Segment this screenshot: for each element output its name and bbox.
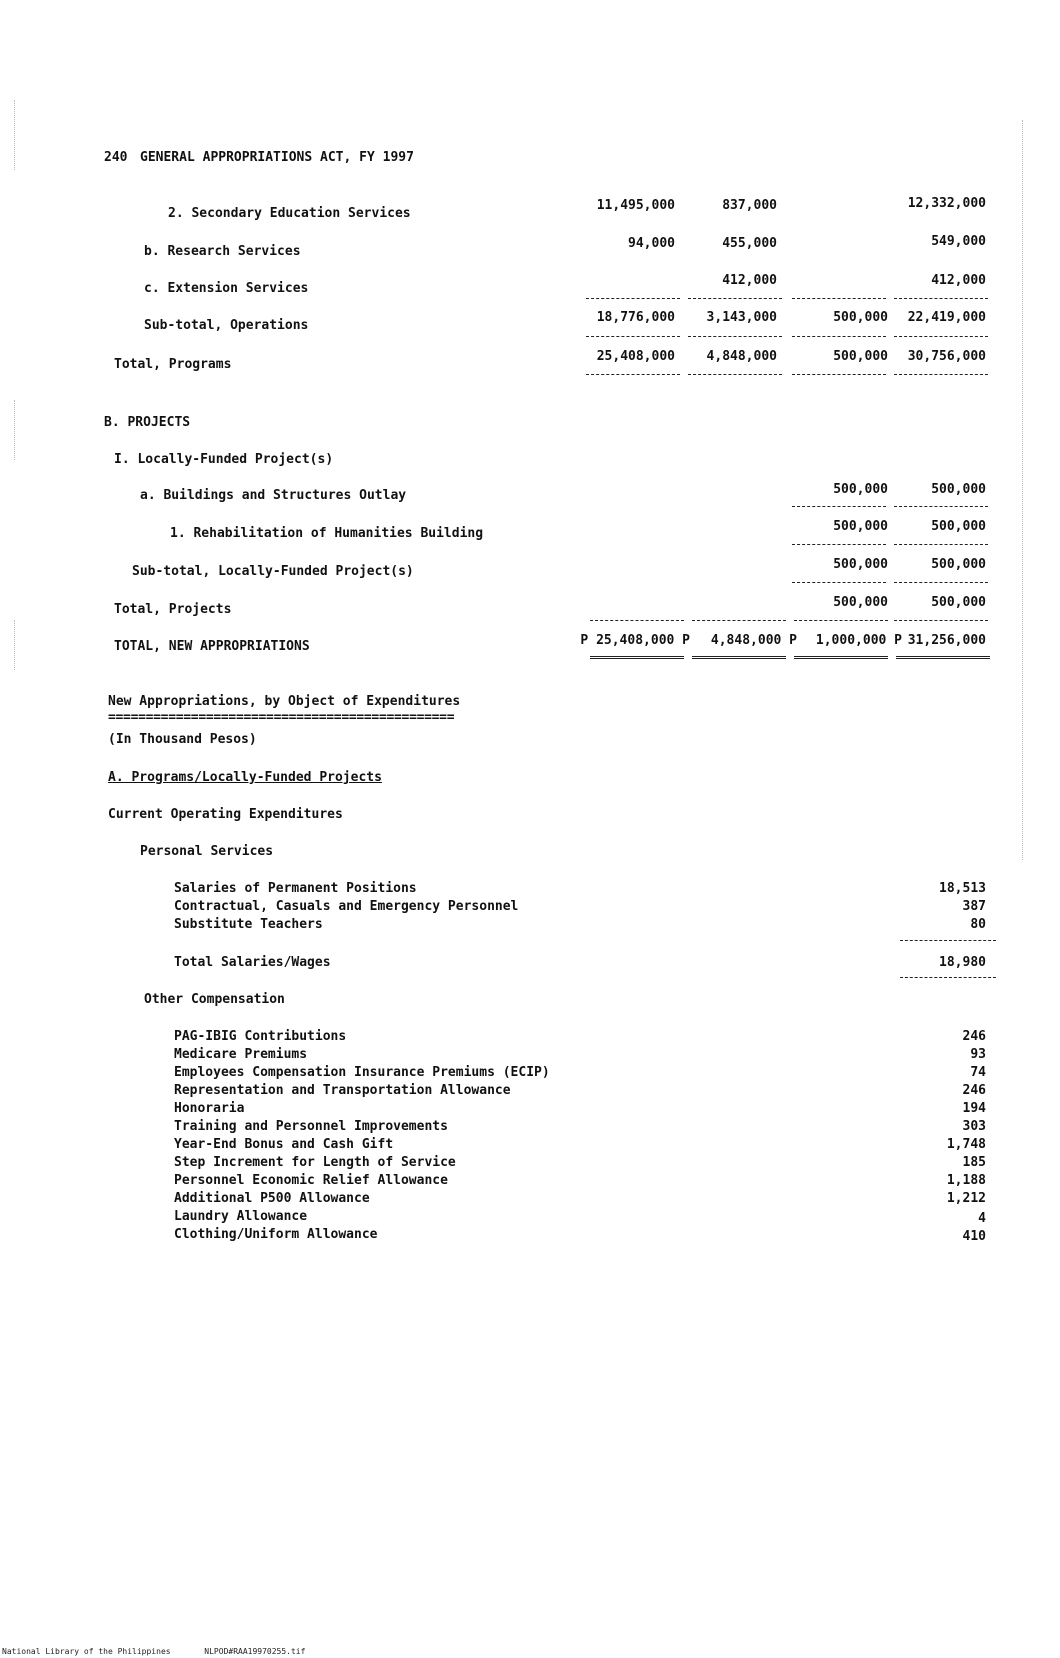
scan-margin-noise [1022, 120, 1023, 860]
amount: 30,756,000 [907, 349, 986, 364]
expense-label: Medicare Premiums [174, 1047, 308, 1062]
amount: 500,000 [833, 349, 888, 364]
footer-file: NLPOD#RAA19970255.tif [204, 1647, 306, 1656]
double-rule [590, 656, 684, 659]
expense-value: 246 [962, 1083, 986, 1098]
amount: 500,000 [931, 519, 986, 534]
dashed-rule [688, 336, 782, 337]
dashed-rule [792, 506, 886, 507]
expense-label: Contractual, Casuals and Emergency Personnel [174, 899, 519, 914]
dashed-rule [894, 336, 988, 337]
section-title: New Appropriations, by Object of Expenditures [108, 694, 461, 709]
dashed-rule [900, 940, 996, 941]
amount: 837,000 [722, 198, 777, 213]
dashed-rule [792, 374, 886, 375]
expense-value: 303 [962, 1119, 986, 1134]
category-heading: Personal Services [140, 844, 274, 859]
dashed-rule [792, 582, 886, 583]
expense-label: Personnel Economic Relief Allowance [174, 1173, 448, 1188]
dashed-rule [688, 374, 782, 375]
dashed-rule [894, 506, 988, 507]
amount: 3,143,000 [706, 310, 777, 325]
amount: 549,000 [931, 234, 986, 249]
section-heading: B. PROJECTS [104, 415, 191, 430]
expense-label: Laundry Allowance [174, 1209, 308, 1224]
amount: P 25,408,000 P [580, 633, 690, 648]
scan-margin-noise [14, 620, 15, 670]
expense-label: Representation and Transportation Allowance [174, 1083, 511, 1098]
page-title: GENERAL APPROPRIATIONS ACT, FY 1997 [140, 150, 414, 165]
double-rule [794, 656, 888, 659]
expense-value: 74 [970, 1065, 986, 1080]
amount: 25,408,000 [596, 349, 675, 364]
expense-label: Employees Compensation Insurance Premiums (ECIP) [174, 1065, 550, 1080]
dashed-rule [688, 298, 782, 299]
dashed-rule [894, 582, 988, 583]
dashed-rule [894, 374, 988, 375]
row-label: TOTAL, NEW APPROPRIATIONS [114, 639, 310, 654]
amount: 500,000 [931, 482, 986, 497]
expense-label: Honoraria [174, 1101, 245, 1116]
dashed-rule [792, 298, 886, 299]
amount: 412,000 [722, 273, 777, 288]
section-subheading: A. Programs/Locally-Funded Projects [108, 770, 382, 785]
row-label: 2. Secondary Education Services [168, 206, 411, 221]
amount: 11,495,000 [596, 198, 675, 213]
dashed-rule [792, 336, 886, 337]
amount: 4,848,000 P [710, 633, 797, 648]
dashed-rule [586, 336, 680, 337]
expense-value: 194 [962, 1101, 986, 1116]
expense-value: 185 [962, 1155, 986, 1170]
row-label: Sub-total, Operations [144, 318, 309, 333]
expense-label: Clothing/Uniform Allowance [174, 1227, 378, 1242]
amount: 31,256,000 [907, 633, 986, 648]
footer-source: National Library of the Philippines [2, 1647, 171, 1656]
amount: 18,776,000 [596, 310, 675, 325]
expense-value: 18,980 [939, 955, 986, 970]
amount: 500,000 [833, 519, 888, 534]
unit-label: (In Thousand Pesos) [108, 732, 257, 747]
expense-label: Training and Personnel Improvements [174, 1119, 448, 1134]
expense-value: 4 [978, 1211, 986, 1226]
dashed-rule [794, 620, 888, 621]
page-number: 240 [104, 150, 128, 165]
expense-label: Salaries of Permanent Positions [174, 881, 417, 896]
expense-label: PAG-IBIG Contributions [174, 1029, 347, 1044]
dashed-rule [900, 977, 996, 978]
amount: 500,000 [931, 557, 986, 572]
row-label: c. Extension Services [144, 281, 309, 296]
row-label: b. Research Services [144, 244, 301, 259]
expense-label: Additional P500 Allowance [174, 1191, 370, 1206]
double-rule [896, 656, 990, 659]
scan-footer [2, 1647, 305, 1656]
dashed-rule [894, 620, 988, 621]
expense-value: 387 [962, 899, 986, 914]
expense-value: 246 [962, 1029, 986, 1044]
title-rule: ============================================== [108, 710, 455, 725]
dashed-rule [586, 374, 680, 375]
double-rule [692, 656, 786, 659]
expense-label: Year-End Bonus and Cash Gift [174, 1137, 394, 1152]
expense-value: 1,212 [946, 1191, 986, 1206]
row-label: Total, Projects [114, 602, 232, 617]
amount: 500,000 [833, 595, 888, 610]
amount: 500,000 [833, 310, 888, 325]
row-label: 1. Rehabilitation of Humanities Building [170, 526, 484, 541]
dashed-rule [894, 544, 988, 545]
amount: 12,332,000 [907, 196, 986, 211]
row-label: a. Buildings and Structures Outlay [140, 488, 407, 503]
expense-label: Total Salaries/Wages [174, 955, 331, 970]
expense-label: Substitute Teachers [174, 917, 323, 932]
amount: 500,000 [833, 557, 888, 572]
expense-value: 1,748 [946, 1137, 986, 1152]
dashed-rule [586, 298, 680, 299]
dashed-rule [590, 620, 684, 621]
expense-value: 410 [962, 1229, 986, 1244]
amount: 4,848,000 [706, 349, 777, 364]
category-heading: Other Compensation [144, 992, 285, 1007]
expense-label: Step Increment for Length of Service [174, 1155, 456, 1170]
row-label: Sub-total, Locally-Funded Project(s) [132, 564, 414, 579]
scan-margin-noise [14, 400, 15, 460]
amount: 455,000 [722, 236, 777, 251]
dashed-rule [894, 298, 988, 299]
row-label: Total, Programs [114, 357, 232, 372]
expense-value: 1,188 [946, 1173, 986, 1188]
amount: 412,000 [931, 273, 986, 288]
scan-margin-noise [14, 100, 15, 170]
dashed-rule [792, 544, 886, 545]
expense-value: 18,513 [939, 881, 986, 896]
amount: 1,000,000 P [815, 633, 902, 648]
dashed-rule [692, 620, 786, 621]
category-heading: Current Operating Expenditures [108, 807, 343, 822]
amount: 500,000 [833, 482, 888, 497]
expense-value: 80 [970, 917, 986, 932]
amount: 94,000 [628, 236, 675, 251]
row-label: I. Locally-Funded Project(s) [114, 452, 334, 467]
amount: 500,000 [931, 595, 986, 610]
expense-value: 93 [970, 1047, 986, 1062]
amount: 22,419,000 [907, 310, 986, 325]
